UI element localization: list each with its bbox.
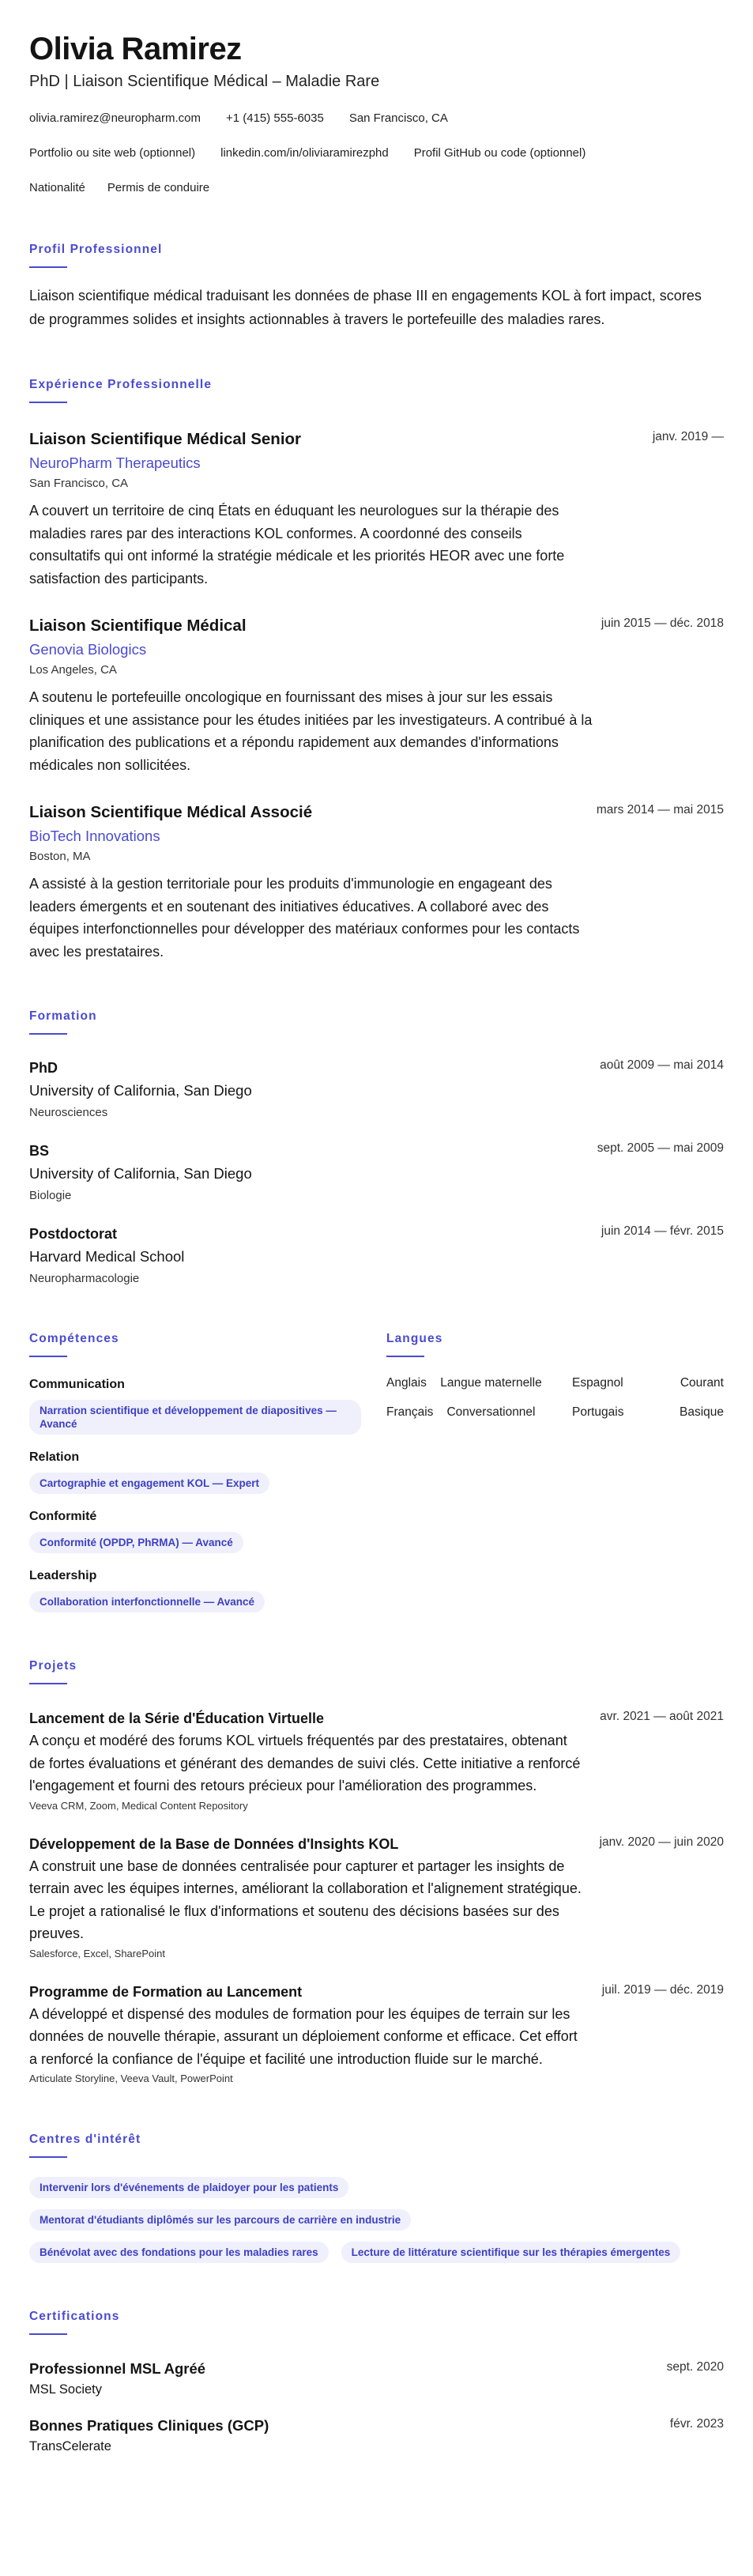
field-of-study: Neurosciences (29, 1106, 108, 1119)
job-title: Liaison Scientifique Médical Associé (29, 803, 313, 821)
section-divider (386, 1356, 424, 1357)
candidate-subtitle: PhD | Liaison Scientifique Médical – Maladie Rare (29, 73, 380, 90)
company-name: NeuroPharm Therapeutics (29, 454, 201, 471)
skill-category: Communication (29, 1378, 125, 1391)
phone-number: +1 (415) 555-6035 (225, 111, 324, 125)
section-title: Profil Professionnel (29, 243, 163, 256)
project-title: Programme de Formation au Lancement (29, 1983, 303, 2000)
language-name: Français (386, 1405, 434, 1419)
entry-date: janv. 2019 — (652, 430, 724, 443)
education-section (29, 1009, 724, 1287)
company-name: BioTech Innovations (29, 828, 160, 844)
language-level: Courant (680, 1376, 724, 1390)
certifications-section (29, 2309, 724, 2455)
project-date: juil. 2019 — déc. 2019 (601, 1982, 724, 1997)
languages-table (386, 1375, 724, 1420)
profile-summary: Liaison scientifique médical traduisant les données de phase III en engagements KOL à fort impact, scores de programmes solides et insights actionnables à travers le portefeuille des maladies rares. (29, 288, 702, 327)
school-name: University of California, San Diego (29, 1082, 252, 1099)
skill-group (29, 1449, 386, 1494)
job-location: San Francisco, CA (29, 477, 129, 490)
education-date: sept. 2005 — mai 2009 (597, 1141, 724, 1155)
language-name: Espagnol (572, 1376, 623, 1390)
skill-category: Leadership (29, 1569, 97, 1582)
skill-group (29, 1567, 386, 1612)
section-title: Formation (29, 1009, 97, 1023)
field-of-study: Neuropharmacologie (29, 1272, 140, 1285)
email-link[interactable]: olivia.ramirez@neuropharm.com (29, 111, 201, 125)
languages-section (386, 1331, 724, 1612)
degree: Postdoctorat (29, 1226, 118, 1242)
degree: PhD (29, 1060, 58, 1076)
job-title: Liaison Scientifique Médical (29, 617, 247, 635)
profile-section (29, 242, 724, 331)
project-date: avr. 2021 — août 2021 (600, 1710, 724, 1723)
project-title: Lancement de la Série d'Éducation Virtuelle (29, 1710, 325, 1726)
project-entry (29, 1834, 724, 1961)
experience-entry (29, 801, 724, 963)
skill-category: Conformité (29, 1510, 97, 1523)
projects-section (29, 1658, 724, 2086)
skill-category: Relation (29, 1450, 80, 1464)
skill-pill: Conformité (OPDP, PhRMA) — Avancé (29, 1532, 243, 1553)
section-title: Projets (29, 1659, 77, 1673)
certification-name: Bonnes Pratiques Cliniques (GCP) (29, 2417, 269, 2434)
section-title: Langues (386, 1332, 443, 1345)
certification-entry (29, 2416, 724, 2455)
education-entry (29, 1141, 724, 1204)
skill-pill: Collaboration interfonctionnelle — Avancé (29, 1591, 265, 1612)
location: San Francisco, CA (348, 111, 448, 125)
nationality: Nationalité (29, 181, 85, 194)
language-level: Conversationnel (446, 1405, 536, 1419)
project-tools: Articulate Storyline, Veeva Vault, PowerPoint (29, 2072, 233, 2084)
section-title: Certifications (29, 2310, 120, 2323)
section-divider (29, 402, 67, 403)
contact-info (29, 111, 724, 196)
entry-date: juin 2015 — déc. 2018 (601, 617, 724, 630)
project-description: A construit une base de données centralisée pour capturer et partager les insights de terrain avec les équipes internes, améliorant la collaboration et l'alignement stratégique. Le projet a rationalisé le flux d'informations et soutenu des décisions basées sur des preuves. (29, 1858, 582, 1941)
job-title: Liaison Scientifique Médical Senior (29, 430, 302, 448)
skills-section (29, 1331, 386, 1612)
skill-group (29, 1508, 386, 1553)
education-date: juin 2014 — févr. 2015 (601, 1224, 724, 1238)
language-name: Portugais (572, 1405, 624, 1419)
job-description: A couvert un territoire de cinq États en éduquant les neurologues sur la thérapie des maladies rares par des interactions KOL conformes. A coordonné des conseils consultatifs qui ont informé la stratégie médicale et les priorités HEOR avec une forte satisfaction des participants. (29, 503, 565, 586)
skill-group (29, 1376, 386, 1435)
github-link[interactable]: Profil GitHub ou code (optionnel) (413, 146, 586, 160)
education-entry (29, 1224, 724, 1287)
experience-entry (29, 615, 724, 776)
entry-date: mars 2014 — mai 2015 (596, 803, 724, 817)
skill-pill: Cartographie et engagement KOL — Expert (29, 1473, 269, 1494)
school-name: Harvard Medical School (29, 1248, 185, 1265)
certification-date: févr. 2023 (669, 2417, 724, 2431)
project-description: A développé et dispensé des modules de formation pour les équipes de terrain sur les données de nouvelle thérapie, assurant un déploiement conforme et efficace. Cet effort a renforcé la confiance de l'équipe et facilité une introduction fluide sur le marché. (29, 2005, 578, 2067)
certification-issuer: TransCelerate (29, 2439, 111, 2453)
education-date: août 2009 — mai 2014 (600, 1058, 724, 1072)
school-name: University of California, San Diego (29, 1165, 252, 1182)
project-description: A conçu et modéré des forums KOL virtuels fréquentés par des prestataires, obtenant de fortes évaluations et générant des demandes de suivi clés. Cette initiative a renforcé l'engagement et fourni des retours précieux pour l'amélioration des programmes. (29, 1733, 581, 1793)
language-name: Anglais (386, 1376, 427, 1390)
job-location: Boston, MA (29, 850, 91, 863)
education-entry (29, 1058, 724, 1121)
field-of-study: Biologie (29, 1189, 72, 1202)
project-tools: Salesforce, Excel, SharePoint (29, 1947, 165, 1959)
certification-date: sept. 2020 (666, 2360, 724, 2374)
skills-languages-row (29, 1331, 724, 1612)
job-description: A assisté à la gestion territoriale pour les produits d'immunologie en engageant des leaders émergents et en soutenant des initiatives éducatives. A collaboré avec des équipes interfonctionnelles pour développer des matériaux conformes pour les contacts avec les prestataires. (29, 876, 580, 960)
certification-entry (29, 2359, 724, 2398)
skill-pill: Narration scientifique et développement de diapositives — Avancé (29, 1400, 361, 1435)
degree: BS (29, 1143, 50, 1159)
interest-pill: Intervenir lors d'événements de plaidoyer pour les patients (29, 2177, 348, 2198)
linkedin-link[interactable]: linkedin.com/in/oliviaramirezphd (220, 146, 389, 160)
section-divider (29, 266, 67, 268)
certification-issuer: MSL Society (29, 2382, 103, 2397)
interest-pill: Bénévolat avec des fondations pour les maladies rares (29, 2242, 329, 2263)
project-date: janv. 2020 — juin 2020 (599, 1835, 724, 1849)
resume-header (29, 30, 724, 196)
section-title: Expérience Professionnelle (29, 378, 213, 391)
project-entry (29, 1982, 724, 2087)
experience-entry (29, 428, 724, 590)
interests-section (29, 2132, 724, 2263)
job-location: Los Angeles, CA (29, 663, 117, 677)
section-divider (29, 1683, 67, 1684)
driving-license: Permis de conduire (107, 181, 210, 194)
section-divider (29, 1356, 67, 1357)
project-entry (29, 1708, 724, 1813)
job-description: A soutenu le portefeuille oncologique en fournissant des mises à jour sur les essais cliniques et une assistance pour les études initiées par les investigateurs. A contribué à la planification des publications et a répondu rapidement aux demandes d'informations médicales non sollicitées. (29, 689, 593, 773)
certification-name: Professionnel MSL Agréé (29, 2360, 206, 2377)
section-divider (29, 1033, 67, 1035)
candidate-name: Olivia Ramirez (29, 32, 242, 66)
company-name: Genovia Biologics (29, 641, 147, 658)
interests-list (29, 2172, 724, 2263)
interest-pill: Lecture de littérature scientifique sur les thérapies émergentes (341, 2242, 681, 2263)
section-divider (29, 2333, 67, 2335)
portfolio-link[interactable]: Portfolio ou site web (optionnel) (29, 146, 196, 160)
project-tools: Veeva CRM, Zoom, Medical Content Repository (29, 1799, 248, 1812)
section-title: Compétences (29, 1332, 119, 1345)
interest-pill: Mentorat d'étudiants diplômés sur les parcours de carrière en industrie (29, 2209, 411, 2231)
experience-section (29, 377, 724, 963)
language-level: Basique (679, 1405, 724, 1419)
section-divider (29, 2156, 67, 2158)
project-title: Développement de la Base de Données d'Insights KOL (29, 1835, 399, 1852)
language-level: Langue maternelle (440, 1376, 542, 1390)
section-title: Centres d'intérêt (29, 2133, 141, 2146)
